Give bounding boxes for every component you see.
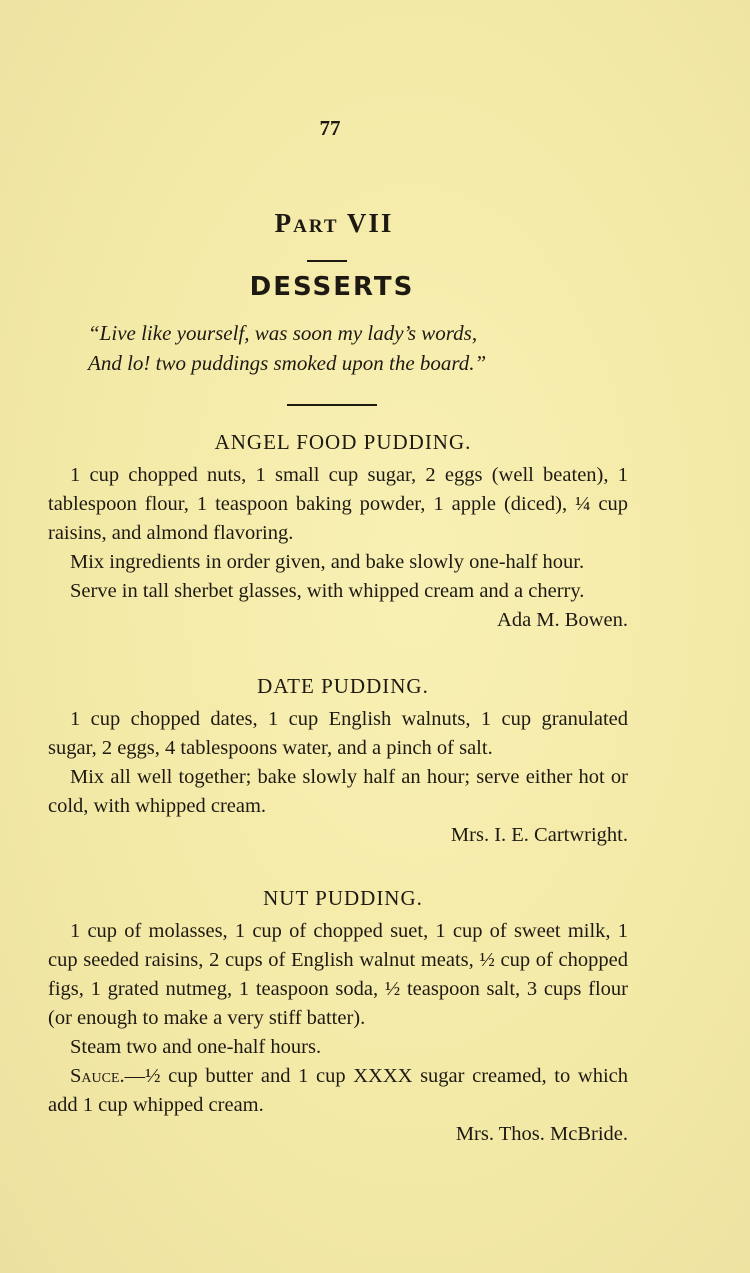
recipe-author: Mrs. I. E. Cartwright. (450, 824, 628, 846)
page-number: 77 (319, 116, 341, 140)
recipe-nut-pudding (48, 884, 628, 1149)
recipe-date-pudding (48, 672, 628, 850)
divider-long (287, 404, 377, 406)
recipe-instructions: Mix all well together; bake slowly half an hour; serve either hot or cold, with whipped cream. (48, 766, 628, 817)
recipe-author: Mrs. Thos. McBride. (455, 1123, 628, 1145)
recipe-author: Ada M. Bowen. (497, 609, 628, 631)
divider-short (307, 260, 347, 262)
recipe-instructions: Steam two and one-half hours. (70, 1036, 322, 1058)
recipe-sauce (48, 1062, 628, 1120)
epigraph-line-1: “Live like yourself, was soon my lady’s words, (88, 321, 478, 345)
sauce-label: Sauce. (70, 1065, 125, 1087)
recipe-title: NUT PUDDING. (263, 886, 423, 910)
recipe-serving (48, 577, 628, 631)
recipe-angel-food-pudding (48, 428, 628, 635)
recipe-title: ANGEL FOOD PUDDING. (214, 430, 472, 454)
recipe-title: DATE PUDDING. (257, 674, 429, 698)
recipe-serving-text: Serve in tall sherbet glasses, with whipped cream and a cherry. (70, 580, 585, 602)
recipe-ingredients: 1 cup of molasses, 1 cup of chopped suet, 1 cup of sweet milk, 1 cup seeded raisins, 2 cups of English walnut meats, ½ cup of chopped figs, 1 grated nutmeg, 1 teaspoon soda, ½ teaspoon salt, 3 cups flour (or enough to make a very stiff batter). (48, 920, 628, 1029)
epigraph-line-2: And lo! two puddings smoked upon the board.” (88, 351, 487, 375)
recipe-instructions: Mix ingredients in order given, and bake slowly one-half hour. (70, 551, 585, 573)
recipe-ingredients: 1 cup chopped nuts, 1 small cup sugar, 2 eggs (well beaten), 1 tablespoon flour, 1 teaspoon baking powder, 1 apple (diced), ¼ cup raisins, and almond flavoring. (48, 464, 628, 544)
recipe-ingredients: 1 cup chopped dates, 1 cup English walnuts, 1 cup granulated sugar, 2 eggs, 4 tablespoons water, and a pinch of salt. (48, 708, 628, 759)
part-title: Part VII (274, 208, 394, 238)
sauce-text: —½ cup butter and 1 cup XXXX sugar creamed, to which add 1 cup whipped cream. (48, 1065, 628, 1116)
epigraph (60, 318, 620, 378)
section-title: DESSERTS (249, 272, 415, 302)
